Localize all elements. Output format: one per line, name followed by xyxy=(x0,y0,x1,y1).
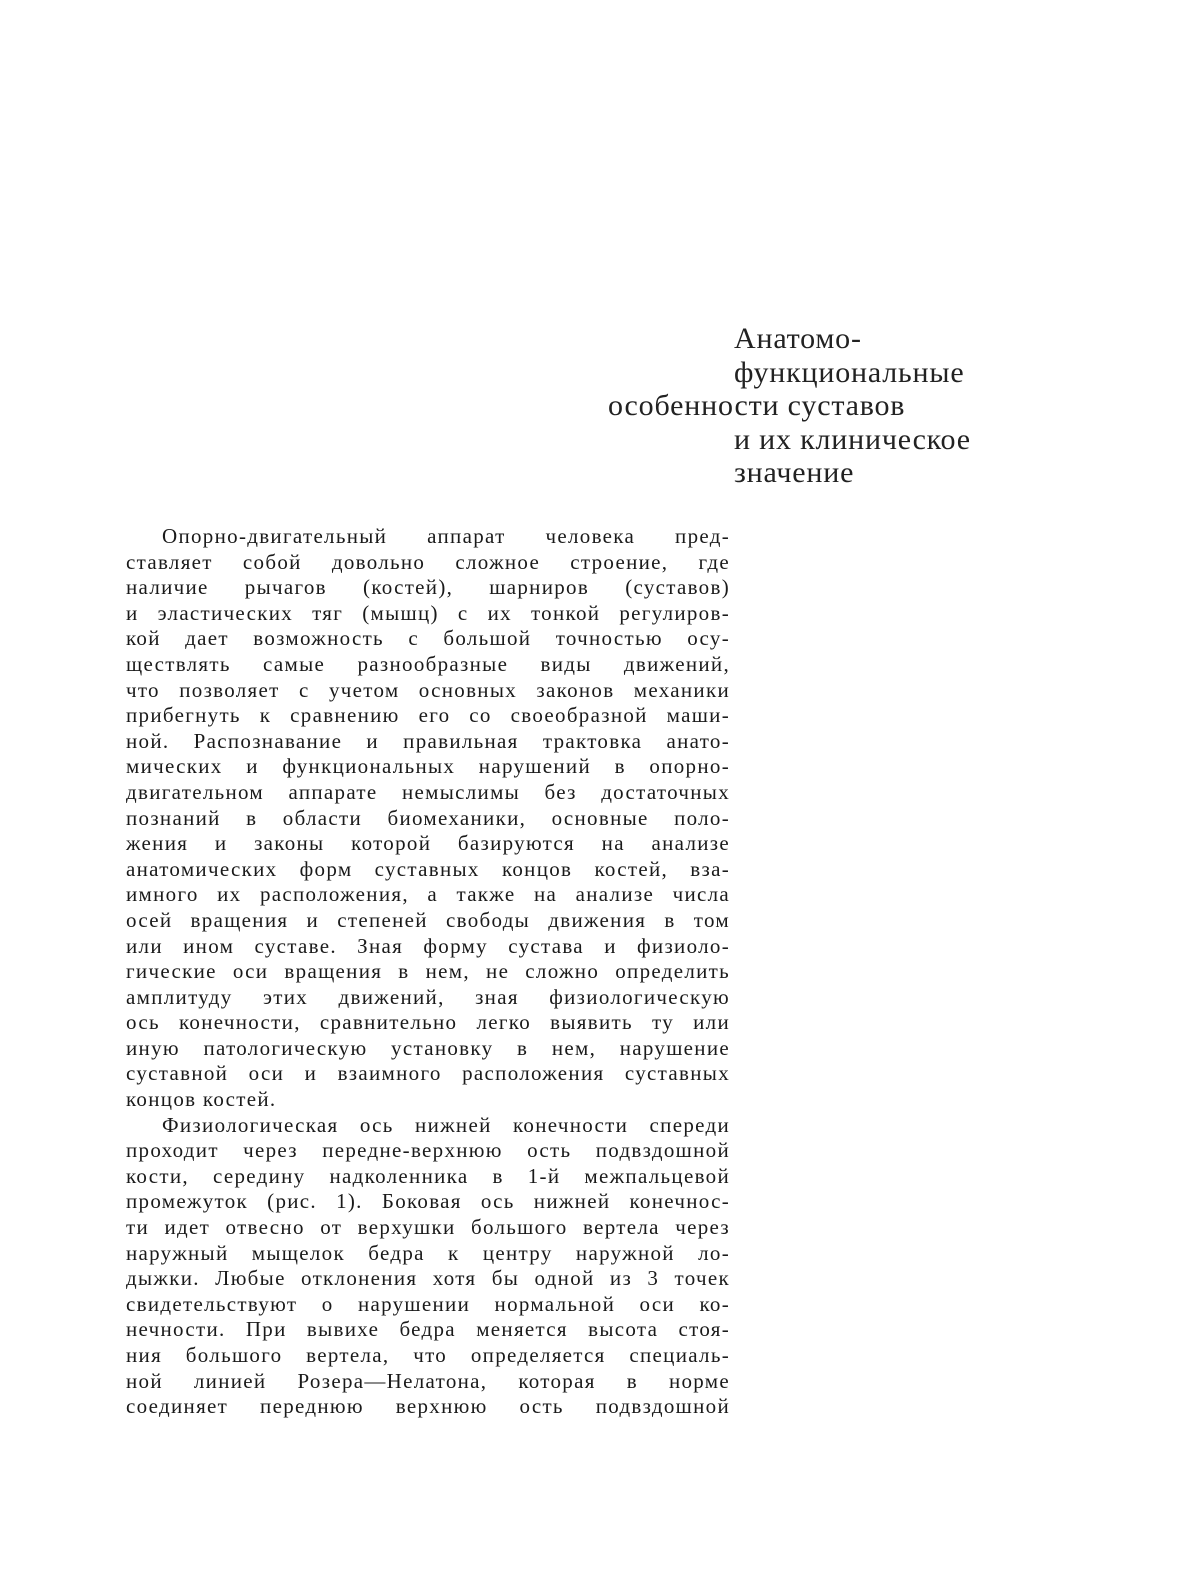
text-line: или ином суставе. Зная форму сустава и физиоло- xyxy=(126,933,730,958)
text-line: имного их расположения, а также на анализе числа xyxy=(126,882,730,907)
text-line: промежуток (рис. 1). Боковая ось нижней конечнос- xyxy=(126,1189,730,1214)
text-line: и эластических тяг (мышц) с их тонкой регулиров- xyxy=(126,600,730,625)
text-line: ось конечности, сравнительно легко выявить ту или xyxy=(126,1010,730,1035)
chapter-title-line: значение xyxy=(734,456,855,489)
text-line: познаний в области биомеханики, основные поло- xyxy=(126,805,730,830)
text-line: дыжки. Любые отклонения хотя бы одной из 3 точек xyxy=(126,1266,730,1291)
text-line: соединяет переднюю верхнюю ость подвздошной xyxy=(126,1394,730,1419)
chapter-title-line: Анатомо- xyxy=(734,322,862,355)
text-line: нечности. При вывихе бедра меняется высота стоя- xyxy=(126,1317,730,1342)
text-line: ной линией Розера—Нелатона, которая в норме xyxy=(126,1368,730,1393)
text-line: наружный мыщелок бедра к центру наружной ло- xyxy=(126,1240,730,1265)
text-line: жения и законы которой базируются на анализе xyxy=(126,831,730,856)
text-line: концов костей. xyxy=(126,1087,277,1112)
text-line: ставляет собой довольно сложное строение, где xyxy=(126,549,730,574)
text-line: ти идет отвесно от верхушки большого вертела через xyxy=(126,1215,730,1240)
text-line: прибегнуть к сравнению его со своеобразной маши- xyxy=(126,703,730,728)
text-line: гические оси вращения в нем, не сложно определить xyxy=(126,959,730,984)
text-line: двигательном аппарате немыслимы без достаточных xyxy=(126,779,730,804)
text-line: кой дает возможность с большой точностью осу- xyxy=(126,626,730,651)
text-line: Физиологическая ось нижней конечности спереди xyxy=(162,1112,730,1137)
text-line: ществлять самые разнообразные виды движений, xyxy=(126,651,730,676)
text-line: иную патологическую установку в нем, нарушение xyxy=(126,1035,730,1060)
text-line: ной. Распознавание и правильная трактовка анато- xyxy=(126,728,730,753)
text-line: анатомических форм суставных концов костей, вза- xyxy=(126,856,730,881)
text-line: ния большого вертела, что определяется специаль- xyxy=(126,1343,730,1367)
chapter-title-line: функциональные xyxy=(734,355,965,389)
text-line: свидетельствуют о нарушении нормальной оси ко- xyxy=(126,1291,730,1316)
chapter-title-line: особенности суставов xyxy=(608,389,906,422)
text-line: кости, середину надколенника в 1-й межпальцевой xyxy=(126,1163,730,1188)
body-text xyxy=(126,524,730,1420)
text-line: суставной оси и взаимного расположения суставных xyxy=(126,1061,730,1086)
paragraph-2 xyxy=(126,1113,730,1420)
text-line: амплитуду этих движений, зная физиологическую xyxy=(126,984,730,1009)
text-line: что позволяет с учетом основных законов механики xyxy=(126,677,730,702)
text-line: наличие рычагов (костей), шарниров (суставов) xyxy=(126,575,730,600)
text-line: осей вращения и степеней свободы движения в том xyxy=(126,907,730,932)
chapter-title-line: и их клиническое xyxy=(734,422,971,456)
text-line: проходит через передне-верхнюю ость подвздошной xyxy=(126,1138,730,1163)
text-line: Опорно-двигательный аппарат человека пред- xyxy=(162,524,730,548)
chapter-title xyxy=(600,322,1040,490)
paragraph-1 xyxy=(126,524,730,1113)
text-line: мических и функциональных нарушений в опорно- xyxy=(126,754,730,779)
